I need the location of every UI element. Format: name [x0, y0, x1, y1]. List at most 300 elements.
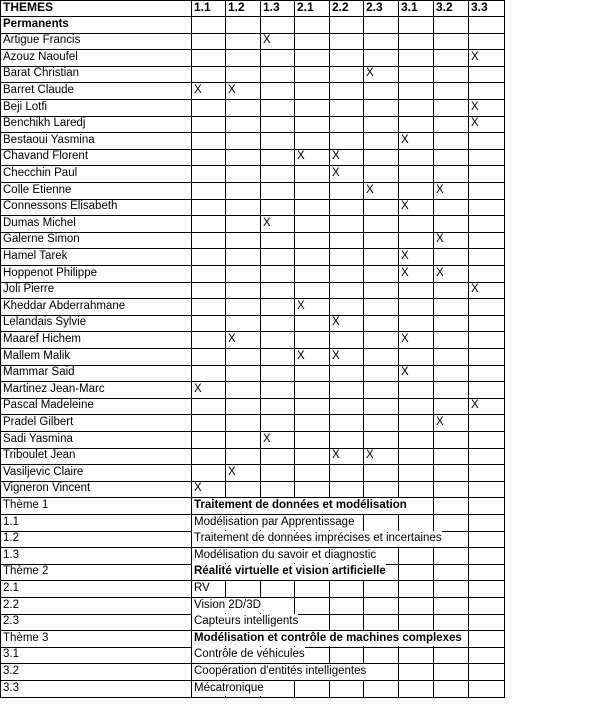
empty-cell	[260, 149, 294, 165]
empty-cell	[225, 415, 260, 431]
empty-cell	[468, 614, 505, 630]
empty-cell	[468, 199, 505, 215]
person-row	[0, 166, 505, 183]
empty-cell	[398, 398, 433, 414]
empty-cell	[398, 448, 433, 464]
empty-cell	[468, 382, 505, 398]
header-row	[0, 0, 505, 17]
empty-cell	[329, 465, 363, 481]
empty-cell	[225, 282, 260, 298]
themes-header: THEMES	[0, 0, 191, 16]
empty-cell	[433, 33, 468, 49]
empty-cell	[363, 199, 398, 215]
empty-cell	[329, 199, 363, 215]
empty-cell	[363, 315, 398, 331]
empty-cell	[433, 17, 468, 33]
empty-cell	[398, 66, 433, 82]
empty-cell	[433, 465, 468, 481]
empty-cell	[398, 681, 433, 697]
empty-cell	[260, 681, 294, 697]
person-row	[0, 448, 505, 465]
empty-cell	[433, 149, 468, 165]
person-name: Sadi Yasmina	[0, 432, 191, 448]
empty-cell	[398, 564, 433, 580]
empty-cell	[468, 183, 505, 199]
person-row	[0, 349, 505, 366]
column-header-2-2: 2.2	[329, 0, 363, 16]
empty-cell	[363, 647, 398, 663]
empty-cell	[468, 681, 505, 697]
assignment-mark: X	[329, 166, 363, 182]
empty-cell	[329, 647, 363, 663]
theme-row	[0, 631, 505, 648]
empty-cell	[398, 299, 433, 315]
theme-label: Thème 3	[0, 631, 191, 647]
empty-cell	[191, 448, 225, 464]
empty-cell	[468, 166, 505, 182]
empty-cell	[294, 465, 329, 481]
empty-cell	[363, 83, 398, 99]
empty-cell	[433, 365, 468, 381]
empty-cell	[191, 183, 225, 199]
empty-cell	[329, 183, 363, 199]
empty-cell	[260, 83, 294, 99]
empty-cell	[191, 232, 225, 248]
empty-cell	[398, 100, 433, 116]
person-name: Hoppenot Philippe	[0, 266, 191, 282]
assignment-mark: X	[433, 266, 468, 282]
subtheme-title: Vision 2D/3D	[192, 598, 261, 614]
empty-cell	[225, 299, 260, 315]
empty-cell	[294, 216, 329, 232]
subtheme-code: 2.2	[0, 598, 191, 614]
person-name: Connessons Elisabeth	[0, 199, 191, 215]
empty-cell	[191, 465, 225, 481]
empty-cell	[191, 398, 225, 414]
empty-cell	[225, 481, 260, 497]
empty-cell	[433, 249, 468, 265]
empty-cell	[225, 249, 260, 265]
assignment-mark: X	[468, 398, 505, 414]
empty-cell	[433, 66, 468, 82]
empty-cell	[191, 116, 225, 132]
subtheme-title: Modélisation du savoir et diagnostic	[192, 548, 376, 564]
empty-cell	[260, 166, 294, 182]
empty-cell	[363, 398, 398, 414]
person-name: Dumas Michel	[0, 216, 191, 232]
empty-cell	[191, 166, 225, 182]
empty-cell	[363, 664, 398, 680]
assignment-mark: X	[433, 183, 468, 199]
person-row	[0, 465, 505, 482]
subtheme-code: 3.1	[0, 647, 191, 663]
empty-cell	[329, 249, 363, 265]
empty-cell	[294, 365, 329, 381]
assignment-mark: X	[225, 332, 260, 348]
empty-cell	[468, 465, 505, 481]
subtheme-row	[0, 548, 505, 565]
empty-cell	[363, 365, 398, 381]
empty-cell	[260, 183, 294, 199]
subtheme-title: Coopération d'entités intelligentes	[192, 664, 366, 680]
empty-cell	[363, 299, 398, 315]
empty-cell	[294, 315, 329, 331]
empty-cell	[294, 83, 329, 99]
empty-cell	[468, 598, 505, 614]
person-name: Azouz Naoufel	[0, 50, 191, 66]
person-name: Hamel Tarek	[0, 249, 191, 265]
empty-cell	[398, 116, 433, 132]
empty-cell	[191, 100, 225, 116]
assignment-mark: X	[468, 116, 505, 132]
empty-cell	[260, 266, 294, 282]
assignment-mark: X	[468, 282, 505, 298]
empty-cell	[398, 465, 433, 481]
subtheme-title: Modélisation par Apprentissage	[192, 515, 354, 531]
person-name: Barret Claude	[0, 83, 191, 99]
person-name: Triboulet Jean	[0, 448, 191, 464]
empty-cell	[398, 598, 433, 614]
empty-cell	[363, 33, 398, 49]
column-header-3-3: 3.3	[468, 0, 505, 16]
empty-cell	[363, 249, 398, 265]
person-name: Artigue Francis	[0, 33, 191, 49]
assignment-mark: X	[329, 448, 363, 464]
empty-cell	[468, 664, 505, 680]
empty-cell	[294, 681, 329, 697]
empty-cell	[468, 432, 505, 448]
empty-cell	[260, 50, 294, 66]
empty-cell	[433, 681, 468, 697]
section-row	[0, 17, 505, 34]
empty-cell	[433, 598, 468, 614]
empty-cell	[294, 448, 329, 464]
empty-cell	[191, 216, 225, 232]
person-name: Benchikh Laredj	[0, 116, 191, 132]
empty-cell	[294, 17, 329, 33]
empty-cell	[468, 33, 505, 49]
assignment-mark: X	[468, 50, 505, 66]
empty-cell	[225, 232, 260, 248]
empty-cell	[260, 249, 294, 265]
empty-cell	[329, 133, 363, 149]
empty-cell	[363, 349, 398, 365]
empty-cell	[260, 17, 294, 33]
empty-cell	[433, 564, 468, 580]
subtheme-row	[0, 614, 505, 631]
empty-cell	[225, 432, 260, 448]
empty-cell	[260, 598, 294, 614]
empty-cell	[433, 432, 468, 448]
empty-cell	[260, 299, 294, 315]
empty-cell	[260, 66, 294, 82]
empty-cell	[191, 249, 225, 265]
person-name: Beji Lotfi	[0, 100, 191, 116]
person-row	[0, 232, 505, 249]
empty-cell	[260, 415, 294, 431]
person-row	[0, 432, 505, 449]
empty-cell	[398, 83, 433, 99]
empty-cell	[191, 299, 225, 315]
empty-cell	[191, 17, 225, 33]
empty-cell	[468, 249, 505, 265]
assignment-mark: X	[398, 249, 433, 265]
column-header-1-1: 1.1	[191, 0, 225, 16]
person-name: Barat Christian	[0, 66, 191, 82]
empty-cell	[294, 614, 329, 630]
empty-cell	[468, 631, 505, 647]
person-name: Lelandais Sylvie	[0, 315, 191, 331]
empty-cell	[294, 266, 329, 282]
empty-cell	[433, 199, 468, 215]
empty-cell	[468, 548, 505, 564]
person-name: Vigneron Vincent	[0, 481, 191, 497]
empty-cell	[433, 498, 468, 514]
empty-cell	[468, 133, 505, 149]
empty-cell	[398, 149, 433, 165]
empty-cell	[363, 266, 398, 282]
person-row	[0, 415, 505, 432]
empty-cell	[225, 315, 260, 331]
empty-cell	[294, 50, 329, 66]
empty-cell	[191, 50, 225, 66]
empty-cell	[225, 50, 260, 66]
empty-cell	[363, 149, 398, 165]
empty-cell	[363, 614, 398, 630]
empty-cell	[294, 100, 329, 116]
empty-cell	[260, 332, 294, 348]
assignment-mark: X	[398, 332, 433, 348]
empty-cell	[398, 183, 433, 199]
empty-cell	[363, 481, 398, 497]
empty-cell	[225, 183, 260, 199]
subtheme-title: RV	[192, 581, 210, 597]
empty-cell	[468, 83, 505, 99]
empty-cell	[433, 349, 468, 365]
assignment-mark: X	[191, 83, 225, 99]
person-row	[0, 83, 505, 100]
empty-cell	[363, 232, 398, 248]
empty-cell	[433, 332, 468, 348]
empty-cell	[433, 614, 468, 630]
empty-cell	[294, 382, 329, 398]
empty-cell	[398, 50, 433, 66]
empty-cell	[329, 332, 363, 348]
empty-cell	[433, 548, 468, 564]
empty-cell	[225, 133, 260, 149]
empty-cell	[468, 415, 505, 431]
subtheme-title: Contrôle de véhicules	[192, 647, 305, 663]
empty-cell	[260, 100, 294, 116]
empty-cell	[398, 216, 433, 232]
empty-cell	[363, 432, 398, 448]
person-name: Pradel Gilbert	[0, 415, 191, 431]
empty-cell	[260, 133, 294, 149]
assignment-mark: X	[363, 183, 398, 199]
assignment-mark: X	[329, 349, 363, 365]
subtheme-title: Traitement de données imprécises et incertaines	[192, 531, 442, 547]
empty-cell	[363, 681, 398, 697]
empty-cell	[468, 498, 505, 514]
assignment-mark: X	[260, 432, 294, 448]
empty-cell	[260, 382, 294, 398]
empty-cell	[398, 415, 433, 431]
subtheme-title: Capteurs intelligents	[192, 614, 298, 630]
empty-cell	[363, 415, 398, 431]
person-row	[0, 133, 505, 150]
person-row	[0, 299, 505, 316]
empty-cell	[191, 432, 225, 448]
empty-cell	[191, 282, 225, 298]
empty-cell	[260, 481, 294, 497]
subtheme-code: 1.1	[0, 515, 191, 531]
empty-cell	[363, 166, 398, 182]
empty-cell	[329, 299, 363, 315]
empty-cell	[191, 332, 225, 348]
subtheme-row	[0, 598, 505, 615]
person-row	[0, 249, 505, 266]
empty-cell	[363, 332, 398, 348]
empty-cell	[468, 448, 505, 464]
empty-cell	[225, 199, 260, 215]
empty-cell	[398, 282, 433, 298]
person-row	[0, 50, 505, 67]
empty-cell	[398, 481, 433, 497]
empty-cell	[191, 365, 225, 381]
empty-cell	[225, 33, 260, 49]
empty-cell	[468, 564, 505, 580]
empty-cell	[191, 349, 225, 365]
empty-cell	[294, 432, 329, 448]
empty-cell	[329, 83, 363, 99]
empty-cell	[329, 50, 363, 66]
person-name: Martinez Jean-Marc	[0, 382, 191, 398]
empty-cell	[191, 133, 225, 149]
empty-cell	[468, 17, 505, 33]
person-name: Vasiljevic Claire	[0, 465, 191, 481]
empty-cell	[433, 100, 468, 116]
empty-cell	[225, 398, 260, 414]
empty-cell	[191, 66, 225, 82]
empty-cell	[433, 581, 468, 597]
empty-cell	[363, 50, 398, 66]
empty-cell	[225, 349, 260, 365]
empty-cell	[260, 581, 294, 597]
empty-cell	[363, 133, 398, 149]
empty-cell	[329, 365, 363, 381]
person-name: Kheddar Abderrahmane	[0, 299, 191, 315]
empty-cell	[433, 515, 468, 531]
assignment-mark: X	[225, 83, 260, 99]
person-row	[0, 66, 505, 83]
empty-cell	[398, 581, 433, 597]
subtheme-row	[0, 515, 505, 532]
empty-cell	[363, 581, 398, 597]
person-row	[0, 216, 505, 233]
empty-cell	[294, 33, 329, 49]
empty-cell	[329, 681, 363, 697]
empty-cell	[433, 282, 468, 298]
empty-cell	[225, 149, 260, 165]
assignment-mark: X	[225, 465, 260, 481]
empty-cell	[433, 133, 468, 149]
person-row	[0, 481, 505, 498]
subtheme-row	[0, 664, 505, 681]
empty-cell	[225, 17, 260, 33]
person-row	[0, 365, 505, 382]
empty-cell	[433, 664, 468, 680]
assignment-mark: X	[433, 415, 468, 431]
empty-cell	[329, 382, 363, 398]
empty-cell	[294, 232, 329, 248]
person-row	[0, 183, 505, 200]
empty-cell	[329, 100, 363, 116]
theme-row	[0, 564, 505, 581]
theme-row	[0, 498, 505, 515]
subtheme-code: 2.3	[0, 614, 191, 630]
empty-cell	[468, 315, 505, 331]
empty-cell	[329, 266, 363, 282]
empty-cell	[398, 432, 433, 448]
empty-cell	[260, 282, 294, 298]
empty-cell	[468, 66, 505, 82]
empty-cell	[468, 581, 505, 597]
empty-cell	[398, 33, 433, 49]
person-name: Checchin Paul	[0, 166, 191, 182]
assignment-mark: X	[363, 448, 398, 464]
empty-cell	[329, 17, 363, 33]
empty-cell	[260, 116, 294, 132]
empty-cell	[363, 598, 398, 614]
empty-cell	[294, 66, 329, 82]
empty-cell	[329, 33, 363, 49]
empty-cell	[433, 398, 468, 414]
empty-cell	[398, 548, 433, 564]
subtheme-row	[0, 531, 505, 548]
assignment-mark: X	[398, 199, 433, 215]
empty-cell	[433, 315, 468, 331]
subtheme-code: 2.1	[0, 581, 191, 597]
subtheme-row	[0, 647, 505, 664]
empty-cell	[260, 349, 294, 365]
empty-cell	[225, 266, 260, 282]
person-row	[0, 33, 505, 50]
empty-cell	[225, 365, 260, 381]
person-row	[0, 282, 505, 299]
empty-cell	[294, 415, 329, 431]
empty-cell	[225, 216, 260, 232]
empty-cell	[260, 232, 294, 248]
column-header-1-3: 1.3	[260, 0, 294, 16]
theme-title: Traitement de données et modélisation	[192, 498, 407, 514]
empty-cell	[260, 448, 294, 464]
empty-cell	[294, 282, 329, 298]
empty-cell	[433, 382, 468, 398]
empty-cell	[433, 83, 468, 99]
assignment-mark: X	[363, 66, 398, 82]
assignment-mark: X	[398, 133, 433, 149]
assignment-mark: X	[468, 100, 505, 116]
subtheme-code: 1.2	[0, 531, 191, 547]
empty-cell	[294, 598, 329, 614]
empty-cell	[433, 647, 468, 663]
empty-cell	[363, 216, 398, 232]
empty-cell	[329, 116, 363, 132]
empty-cell	[329, 581, 363, 597]
empty-cell	[329, 614, 363, 630]
person-name: Galerne Simon	[0, 232, 191, 248]
subtheme-code: 3.3	[0, 681, 191, 697]
